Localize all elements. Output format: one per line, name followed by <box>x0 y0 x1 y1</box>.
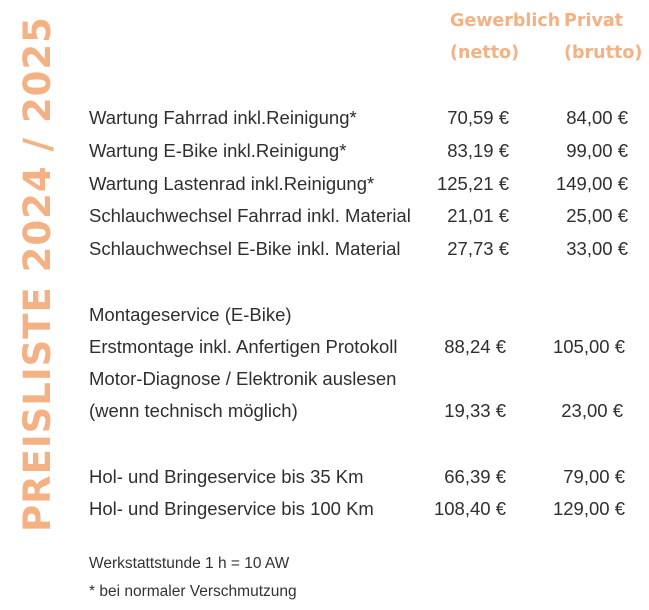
service-label: Schlauchwechsel Fahrrad inkl. Material <box>89 205 411 226</box>
page-title: PREISLISTE 2024 / 2025 <box>16 16 59 532</box>
price-brutto: 129,00 € <box>552 498 625 519</box>
footnote-verschmutzung: * bei normaler Verschmutzung <box>89 583 297 600</box>
price-brutto: 23,00 € <box>561 400 623 421</box>
column-header-gewerblich-line1: Gewerblich <box>450 11 561 31</box>
service-label: Montageservice (E-Bike) <box>89 304 292 325</box>
service-label: Hol- und Bringeservice bis 100 Km <box>89 498 374 519</box>
service-label: Motor-Diagnose / Elektronik auslesen <box>89 368 397 389</box>
column-header-gewerblich-line2: (netto) <box>450 43 520 63</box>
price-netto: 70,59 € <box>447 107 509 128</box>
price-netto: 19,33 € <box>444 400 506 421</box>
footnote-werkstattstunde: Werkstattstunde 1 h = 10 AW <box>89 555 290 572</box>
service-label: Wartung Lastenrad inkl.Reinigung* <box>89 173 375 194</box>
price-netto: 27,73 € <box>447 238 509 259</box>
price-netto: 83,19 € <box>447 140 509 161</box>
price-brutto: 33,00 € <box>566 238 628 259</box>
price-brutto: 105,00 € <box>552 336 625 357</box>
price-netto: 88,24 € <box>444 336 506 357</box>
price-brutto: 99,00 € <box>566 140 628 161</box>
column-header-gewerblich <box>450 5 560 69</box>
price-brutto: 25,00 € <box>566 205 628 226</box>
column-header-privat-line1: Privat <box>564 11 624 31</box>
service-label: Wartung Fahrrad inkl.Reinigung* <box>89 107 357 128</box>
price-netto: 125,21 € <box>436 173 509 194</box>
service-label: Erstmontage inkl. Anfertigen Protokoll <box>89 336 398 357</box>
column-header-privat <box>564 5 642 69</box>
service-label: Wartung E-Bike inkl.Reinigung* <box>89 140 347 161</box>
service-label: Schlauchwechsel E-Bike inkl. Material <box>89 238 401 259</box>
price-brutto: 79,00 € <box>563 466 625 487</box>
column-header-privat-line2: (brutto) <box>564 43 643 63</box>
service-label: Hol- und Bringeservice bis 35 Km <box>89 466 364 487</box>
price-netto: 108,40 € <box>433 498 506 519</box>
price-netto: 66,39 € <box>444 466 506 487</box>
price-brutto: 84,00 € <box>566 107 628 128</box>
price-netto: 21,01 € <box>447 205 509 226</box>
price-brutto: 149,00 € <box>555 173 628 194</box>
service-label: (wenn technisch möglich) <box>89 400 298 421</box>
